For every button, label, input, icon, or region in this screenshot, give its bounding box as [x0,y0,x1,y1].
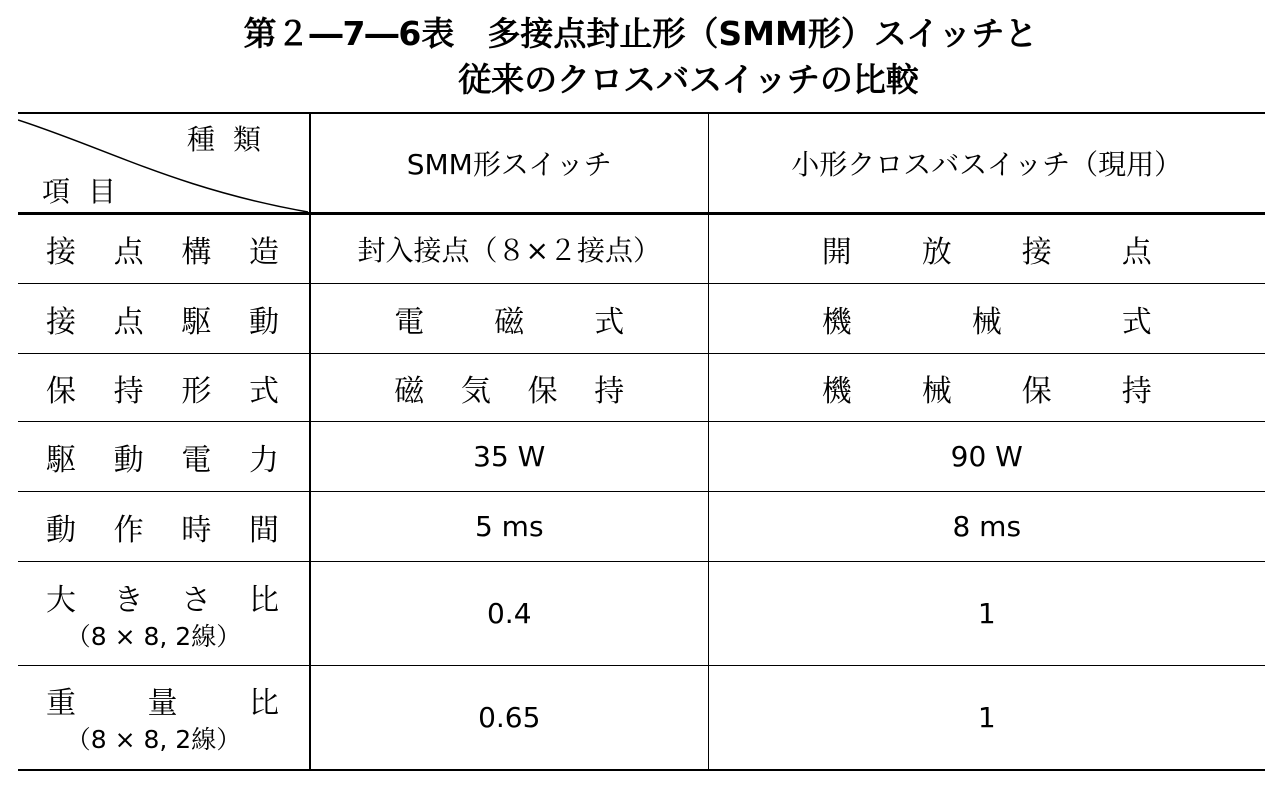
smm-value: 封入接点（８×２接点） [310,214,708,284]
value-char: 磁 [494,304,525,340]
label-char: 接 [46,235,76,270]
label-char: 形 [181,373,212,409]
corner-kind-label: 種類 [186,123,279,156]
table-title-line-1: 第２―7―6表 多接点封止形（SMM形）スイッチと [243,14,1038,53]
row-label [18,227,309,271]
header-row [18,113,1265,214]
table-row [18,562,1265,666]
label-char: 作 [113,512,144,548]
table-row [18,666,1265,770]
table-row [18,284,1265,354]
label-char: 電 [181,442,212,478]
crossbar-value [822,227,1152,271]
label-char: 点 [113,235,144,270]
label-char: 大 [46,582,76,618]
label-char: 駆 [46,442,76,478]
crossbar-value: 8 ms [708,492,1265,562]
label-char: 式 [248,373,279,409]
label-char: 動 [113,442,144,478]
value-char: 持 [594,373,625,409]
col-header-crossbar: 小形クロスバスイッチ（現用） [708,113,1265,214]
comparison-table [18,112,1265,771]
label-char: さ [181,582,212,618]
corner-cell [18,113,310,214]
label-char: 間 [248,512,279,548]
value-char: 気 [460,373,491,409]
value-char: 接 [1021,235,1052,270]
row-label-cell [18,354,310,422]
crossbar-value: 90 W [708,422,1265,492]
label-char: 重 [46,686,76,722]
value-char: 機 [821,373,852,409]
row-label-cell [18,666,310,770]
smm-value-cell [310,284,708,354]
value-char: 持 [1121,373,1152,409]
row-sublabel: （8 × 8, 2線） [65,621,242,651]
crossbar-value [822,297,1152,341]
value-char: 放 [921,235,952,270]
value-char: 械 [971,304,1002,340]
row-label-cell [18,492,310,562]
value-char: 開 [821,235,852,270]
label-char: 接 [46,304,76,340]
row-label-cell [18,214,310,284]
table-row [18,492,1265,562]
value-char: 式 [594,304,625,340]
label-char: 動 [46,512,76,548]
row-label [18,505,309,549]
label-char: 比 [248,582,279,618]
crossbar-value: 1 [708,666,1265,770]
crossbar-value [822,366,1152,410]
smm-value: 0.65 [310,666,708,770]
row-label-cell [18,284,310,354]
label-char: 時 [181,512,212,548]
value-char: 保 [1021,373,1052,409]
table-row [18,214,1265,284]
label-char: 造 [248,235,279,270]
label-char: 構 [181,235,212,270]
row-sublabel: （8 × 8, 2線） [65,725,242,755]
crossbar-value: 1 [708,562,1265,666]
row-label-cell [18,422,310,492]
row-label-cell [18,562,310,666]
value-char: 磁 [394,373,425,409]
label-char: 力 [248,442,279,478]
smm-value: 5 ms [310,492,708,562]
table-row [18,422,1265,492]
crossbar-value-cell [708,284,1265,354]
label-char: 量 [147,686,178,722]
value-char: 械 [921,373,952,409]
row-label [18,366,309,410]
smm-value: 0.4 [310,562,708,666]
smm-value: 35 W [310,422,708,492]
value-char: 式 [1121,304,1152,340]
smm-value-cell [310,354,708,422]
crossbar-value-cell [708,214,1265,284]
corner-item-label: 項目 [42,175,135,208]
table-title-line-2: 従来のクロスバスイッチの比較 [458,60,919,99]
table-row [18,354,1265,422]
crossbar-value-cell [708,354,1265,422]
value-char: 機 [821,304,852,340]
value-char: 保 [527,373,558,409]
row-label [18,297,309,341]
label-char: 持 [113,373,144,409]
label-char: 比 [249,686,279,722]
smm-value [394,366,624,410]
col-header-smm: SMM形スイッチ [310,113,708,214]
smm-value [394,297,624,341]
value-char: 電 [394,304,425,340]
label-char: 保 [46,373,76,409]
label-char: 動 [248,304,279,340]
label-char: 駆 [181,304,212,340]
label-char: き [113,582,144,618]
row-label [18,575,309,619]
value-char: 点 [1121,235,1152,270]
label-char: 点 [113,304,144,340]
row-label [18,435,309,479]
row-label [18,678,309,722]
